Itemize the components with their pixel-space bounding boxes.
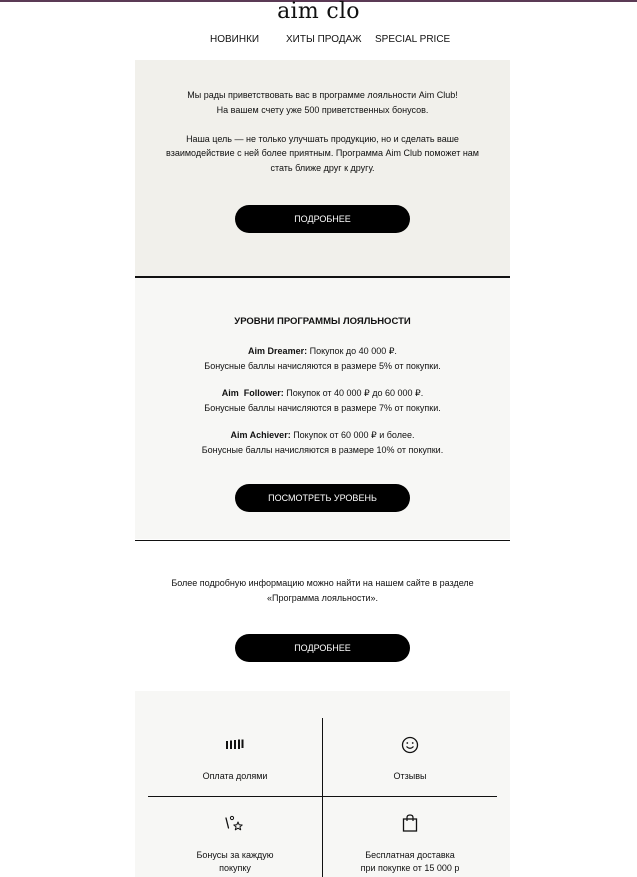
level-name: Aim Follower: (221, 388, 284, 398)
welcome-text (135, 88, 510, 175)
level-condition: Покупок от 40 000 ₽ до 60 000 ₽. (286, 388, 424, 398)
brand-logo[interactable]: aim clo (277, 0, 360, 24)
feature-label (323, 849, 497, 875)
info-line-2: «Программа лояльности». (267, 592, 378, 603)
bonus-star-icon (224, 814, 244, 834)
more-info-button[interactable]: ПОДРОБНЕЕ (235, 205, 410, 233)
level-bonus: Бонусные баллы начисляются в размере 7% от покупки. (204, 402, 441, 413)
shopping-bag-icon (400, 813, 420, 833)
level-achiever (135, 428, 510, 457)
feature-label: Отзывы (393, 771, 427, 781)
welcome-paragraph: Наша цель — не только улучшать продукцию, но и сделать ваше взаимодействие с ней более приятным. Программа Aim Club поможет нам стать ближе друг к другу. (166, 133, 479, 173)
main-nav (0, 34, 637, 48)
levels-title: УРОВНИ ПРОГРАММЫ ЛОЯЛЬНОСТИ (234, 316, 411, 327)
installments-icon (225, 735, 245, 755)
feature-label-line: Бонусы за каждую (196, 850, 274, 860)
level-follower (135, 386, 510, 415)
more-info-button-2[interactable]: ПОДРОБНЕЕ (235, 634, 410, 662)
level-condition: Покупок до 40 000 ₽. (309, 346, 397, 356)
grid-divider-horizontal (148, 796, 497, 797)
level-bonus: Бонусные баллы начисляются в размере 5% от покупки. (204, 360, 441, 371)
feature-label-line: Бесплатная доставка (365, 850, 455, 860)
feature-label (148, 849, 322, 875)
welcome-section (135, 60, 510, 276)
nav-item-special-price[interactable]: SPECIAL PRICE (375, 34, 451, 45)
level-name: Aim Dreamer: (248, 346, 308, 356)
level-name: Aim Achiever: (230, 430, 291, 440)
welcome-line-2: На вашем счету уже 500 приветственных бонусов. (216, 104, 429, 115)
info-line-1: Более подробную информацию можно найти на нашем сайте в разделе (171, 578, 474, 588)
welcome-line-1: Мы рады приветствовать вас в программе лояльности Aim Club! (187, 90, 458, 100)
loyalty-levels-section (135, 278, 510, 539)
feature-label-line: покупку (219, 863, 251, 873)
nav-item-bestsellers[interactable]: ХИТЫ ПРОДАЖ (286, 34, 362, 45)
level-bonus: Бонусные баллы начисляются в размере 10% от покупки. (201, 444, 444, 455)
level-condition: Покупок от 60 000 ₽ и более. (293, 430, 415, 440)
smiley-icon (400, 735, 420, 755)
info-text (135, 576, 510, 605)
nav-item-new[interactable]: НОВИНКИ (210, 34, 260, 45)
view-level-button[interactable]: ПОСМОТРЕТЬ УРОВЕНЬ (235, 484, 410, 512)
level-dreamer (135, 344, 510, 373)
feature-label: Оплата долями (202, 771, 268, 781)
feature-label-line: при покупке от 15 000 р (360, 863, 460, 873)
section-divider (135, 540, 510, 541)
